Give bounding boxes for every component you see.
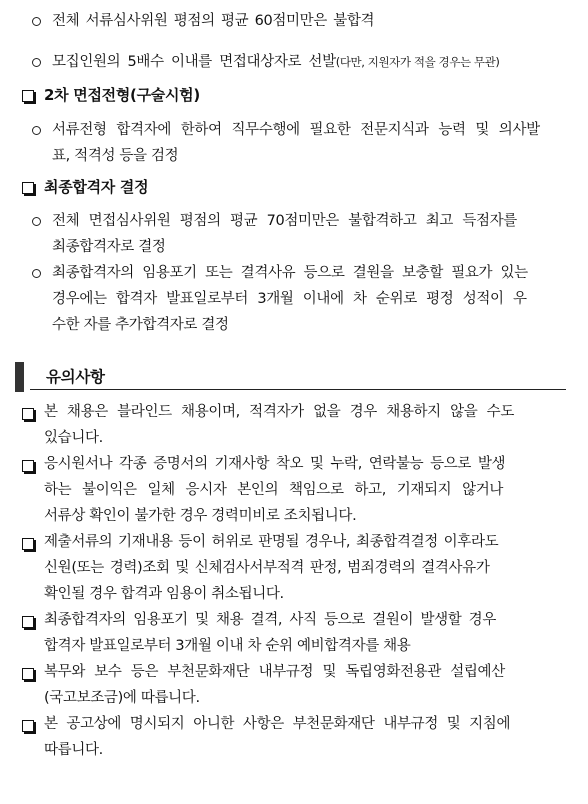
stage2-item-line-2: 표, 적격성 등을 검정 — [52, 148, 179, 164]
notes-title: 유의사항 — [46, 368, 105, 386]
note-line: 본 채용은 블라인드 채용이며, 적격자가 없을 경우 채용하지 않을 수도 — [44, 404, 514, 420]
stage2-heading: 2차 면접전형(구술시험) — [44, 86, 200, 104]
section-marker-bar — [15, 362, 24, 392]
criteria-item-2-main: 모집인원의 5배수 이내를 면접대상자로 선발 — [52, 54, 336, 70]
note-line: 본 공고상에 명시되지 아니한 사항은 부천문화재단 내부규정 및 지침에 — [44, 716, 511, 732]
checkbox-square-icon — [22, 616, 34, 628]
checkbox-square-icon — [22, 538, 34, 550]
checkbox-square-icon — [22, 460, 34, 472]
bullet-circle-icon — [32, 58, 41, 67]
note-line: 있습니다. — [44, 430, 103, 446]
note-line: 최종합격자의 임용포기 및 채용 결격, 사직 등으로 결원이 발생할 경우 — [44, 612, 496, 628]
checkbox-square-icon — [22, 668, 34, 680]
note-line: 합격자 발표일로부터 3개월 이내 차 순위 예비합격자를 채용 — [44, 638, 411, 654]
bullet-circle-icon — [32, 269, 41, 278]
note-line: 신원(또는 경력)조회 및 신체검사서부적격 판정, 범죄경력의 결격사유가 — [44, 560, 490, 576]
final-item-2-line-2: 경우에는 합격자 발표일로부터 3개월 이내에 차 순위로 평정 성적이 우 — [52, 291, 527, 307]
note-line: (국고보조금)에 따릅니다. — [44, 690, 200, 706]
note-line: 복무와 보수 등은 부천문화재단 내부규정 및 독립영화전용관 설립예산 — [44, 664, 505, 680]
final-item-2-line-1: 최종합격자의 임용포기 또는 결격사유 등으로 결원을 보충할 필요가 있는 — [52, 265, 528, 281]
checkbox-square-icon — [22, 182, 34, 194]
note-line: 확인될 경우 합격과 임용이 취소됩니다. — [44, 586, 284, 602]
note-line: 따릅니다. — [44, 742, 103, 758]
checkbox-square-icon — [22, 90, 34, 102]
bullet-circle-icon — [32, 217, 41, 226]
final-item-1-line-2: 최종합격자로 결정 — [52, 239, 166, 255]
note-line: 응시원서나 각종 증명서의 기재사항 착오 및 누락, 연락불능 등으로 발생 — [44, 456, 506, 472]
criteria-item-1: 전체 서류심사위원 평점의 평균 60점미만은 불합격 — [52, 13, 375, 29]
note-line: 하는 불이익은 일체 응시자 본인의 책임으로 하고, 기재되지 않거나 — [44, 482, 504, 498]
checkbox-square-icon — [22, 408, 34, 420]
bullet-circle-icon — [32, 126, 41, 135]
note-line: 제출서류의 기재내용 등이 허위로 판명될 경우나, 최종합격결정 이후라도 — [44, 534, 499, 550]
criteria-item-2 — [52, 53, 499, 71]
bullet-circle-icon — [32, 17, 41, 26]
final-item-1-line-1: 전체 면접심사위원 평점의 평균 70점미만은 불합격하고 최고 득점자를 — [52, 213, 517, 229]
stage2-item-line-1: 서류전형 합격자에 한하여 직무수행에 필요한 전문지식과 능력 및 의사발 — [52, 122, 540, 138]
checkbox-square-icon — [22, 720, 34, 732]
final-heading: 최종합격자 결정 — [44, 178, 149, 196]
note-line: 서류상 확인이 불가한 경우 경력미비로 조치됩니다. — [44, 508, 357, 524]
criteria-item-2-note: (다만, 지원자가 적을 경우는 무관) — [335, 55, 500, 69]
final-item-2-line-3: 수한 자를 추가합격자로 결정 — [52, 317, 229, 333]
section-divider — [30, 389, 566, 390]
